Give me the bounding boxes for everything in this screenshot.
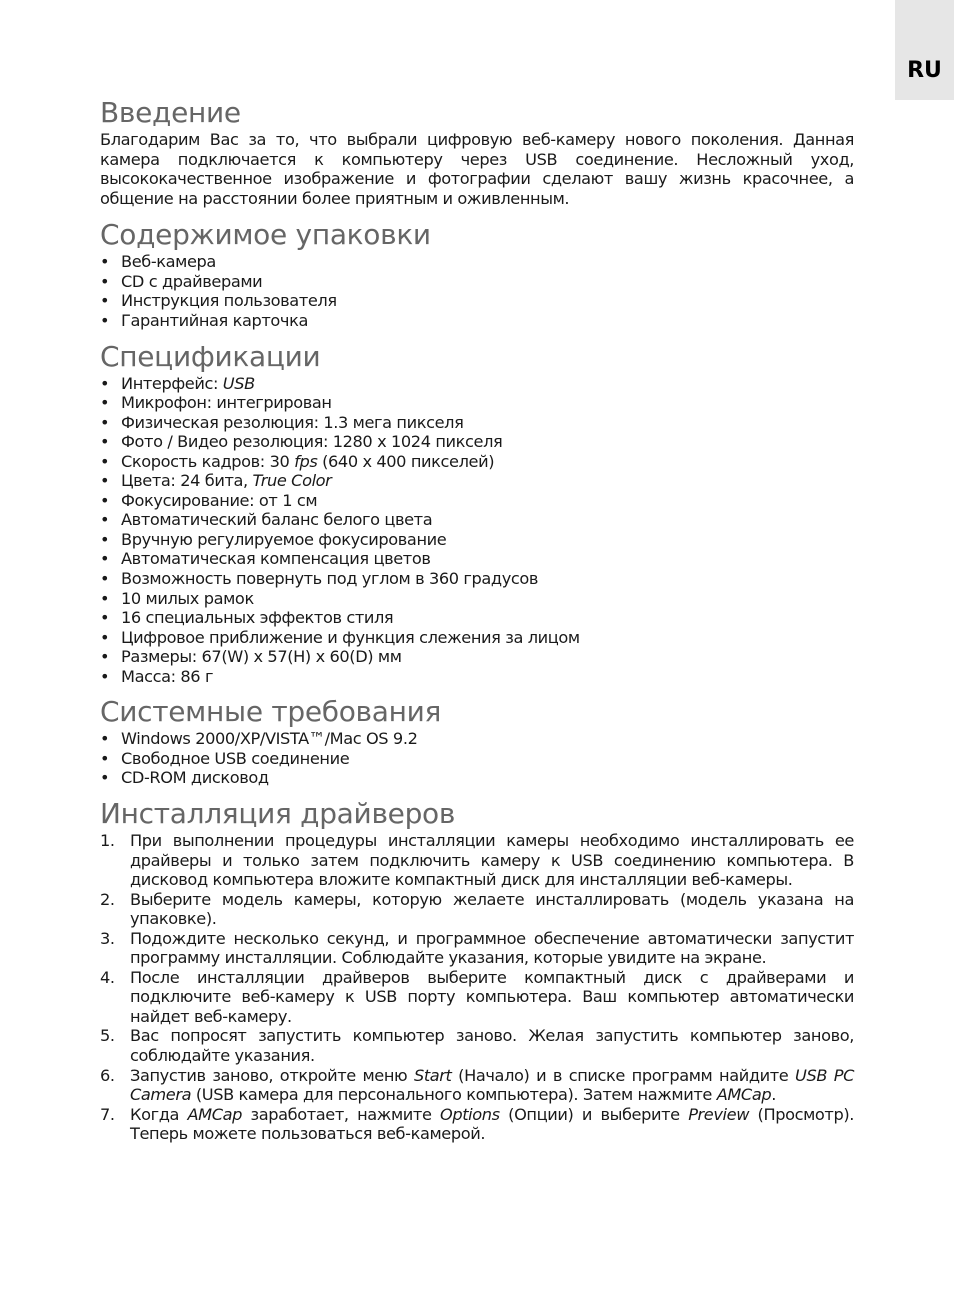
specs-section <box>100 340 854 687</box>
step-number: 7. <box>100 1104 115 1124</box>
spec-item <box>100 549 854 569</box>
spec-text: Фото / Видео резолюция: 1280 x 1024 пикселя <box>121 432 503 452</box>
intro-text: Благодарим Вас за то, что выбрали цифровую веб-камеру нового поколения. Данная камера подключается к компьютеру через USB соединение. Несложный уход, высококачественное изображение и фотографии сделают вашу жизнь красочнее, а общение на расстоянии более приятным и оживленным. <box>100 130 854 208</box>
package-item: • Инструкция пользователя <box>100 291 854 311</box>
install-section <box>100 797 854 1144</box>
step-text: . <box>771 1085 776 1105</box>
spec-text: Размеры: 67(W) x 57(H) x 60(D) мм <box>121 647 402 667</box>
spec-item <box>100 608 854 628</box>
install-step <box>100 831 854 890</box>
spec-text-after: (640 x 400 пикселей) <box>317 451 495 471</box>
spec-item <box>100 530 854 550</box>
step-text: Когда <box>130 1104 188 1124</box>
spec-item <box>100 452 854 472</box>
package-title: Содержимое упаковки <box>100 218 431 252</box>
package-list <box>100 252 854 330</box>
spec-item <box>100 589 854 609</box>
spec-item <box>100 628 854 648</box>
spec-text: Цвета: 24 бита, <box>121 471 253 491</box>
package-item: • Гарантийная карточка <box>100 311 854 331</box>
spec-emphasis: USB <box>222 373 255 393</box>
step-text: Запустив заново, откройте меню <box>130 1065 414 1085</box>
install-step <box>100 1105 854 1144</box>
requirements-title: Системные требования <box>100 695 442 729</box>
install-steps <box>100 831 854 1144</box>
package-section <box>100 218 854 330</box>
step-number: 4. <box>100 967 115 987</box>
manual-content <box>100 96 854 1144</box>
spec-item <box>100 491 854 511</box>
requirement-item: • Windows 2000/XP/VISTA™/Mac OS 9.2 <box>100 729 854 749</box>
spec-item <box>100 569 854 589</box>
specs-list <box>100 374 854 687</box>
package-item: • Веб-камера <box>100 252 854 272</box>
step-number: 3. <box>100 928 115 948</box>
spec-text: Автоматическая компенсация цветов <box>121 549 431 569</box>
step-text: Вас попросят запустить компьютер заново. Желая запустить компьютер заново, соблюдайте указания. <box>130 1026 854 1065</box>
intro-title: Введение <box>100 96 241 129</box>
step-text: (Опции) и выберите <box>499 1104 689 1124</box>
spec-text: Фокусирование: от 1 см <box>121 490 318 510</box>
spec-text: Физическая резолюция: 1.3 мега пикселя <box>121 412 464 432</box>
spec-text: Возможность повернуть под углом в 360 градусов <box>121 569 539 589</box>
step-text: заработает, нажмите <box>242 1104 440 1124</box>
spec-text: Цифровое приближение и функция слежения за лицом <box>121 627 580 647</box>
spec-text: Интерфейс: <box>121 373 223 393</box>
step-number: 2. <box>100 889 115 909</box>
install-step <box>100 1026 854 1065</box>
install-step <box>100 1066 854 1105</box>
step-number: 6. <box>100 1065 115 1085</box>
step-text: Подождите несколько секунд, и программное обеспечение автоматически запустит программу инсталляции. Соблюдайте указания, которые увидите на экране. <box>130 928 854 968</box>
step-number: 1. <box>100 830 115 850</box>
step-emphasis: Options <box>440 1104 500 1124</box>
requirements-list <box>100 729 854 788</box>
step-text: После инсталляции драйверов выберите компактный диск с драйверами и подключите веб-камеру к USB порту компьютера. Ваш компьютер автоматически найдет веб-камеру. <box>130 967 854 1026</box>
spec-emphasis: True Color <box>252 471 332 491</box>
spec-item <box>100 667 854 687</box>
spec-text: Вручную регулируемое фокусирование <box>121 529 447 549</box>
step-number: 5. <box>100 1026 115 1046</box>
requirement-item: • Свободное USB соединение <box>100 749 854 769</box>
spec-text: 16 специальных эффектов стиля <box>121 608 394 628</box>
step-text: (Начало) и в списке программ найдите <box>451 1065 796 1085</box>
install-step <box>100 929 854 968</box>
step-emphasis: AMCap <box>187 1104 243 1124</box>
step-text: (USB камера для персонального компьютера). Затем нажмите <box>191 1085 717 1105</box>
install-step <box>100 890 854 929</box>
spec-item <box>100 393 854 413</box>
spec-item <box>100 413 854 433</box>
step-emphasis: Start <box>413 1065 452 1085</box>
requirement-item: • CD-ROM дисковод <box>100 768 854 788</box>
install-step <box>100 968 854 1027</box>
install-title: Инсталляция драйверов <box>100 796 456 830</box>
spec-text: Скорость кадров: 30 <box>121 451 295 471</box>
specs-title: Спецификации <box>100 339 321 373</box>
spec-item <box>100 432 854 452</box>
requirements-section <box>100 695 854 788</box>
spec-item <box>100 510 854 530</box>
spec-item <box>100 374 854 394</box>
step-text: (Просмотр). Теперь можете пользоваться веб-камерой. <box>130 1104 854 1144</box>
spec-item <box>100 647 854 667</box>
language-tab-label: RU <box>907 57 942 83</box>
step-text: Выберите модель камеры, которую желаете инсталлировать (модель указана на упаковке). <box>130 889 854 929</box>
step-emphasis: USB PC Camera <box>130 1065 854 1105</box>
step-text: При выполнении процедуры инсталляции камеры необходимо инсталлировать ее драйверы и только затем подключить камеру к USB соединению компьютера. В дисковод компьютера вложите компактный диск для инсталляции веб-камеры. <box>130 830 854 890</box>
spec-emphasis: fps <box>294 451 318 471</box>
spec-text: Автоматический баланс белого цвета <box>121 510 433 530</box>
spec-item <box>100 471 854 491</box>
spec-text: Масса: 86 г <box>121 666 214 686</box>
spec-text: Микрофон: интегрирован <box>121 393 332 413</box>
intro-section <box>100 96 854 208</box>
step-emphasis: AMCap <box>716 1085 772 1105</box>
language-tab <box>895 0 954 100</box>
step-emphasis: Preview <box>688 1104 750 1124</box>
spec-text: 10 милых рамок <box>121 588 254 608</box>
package-item: • CD с драйверами <box>100 272 854 292</box>
